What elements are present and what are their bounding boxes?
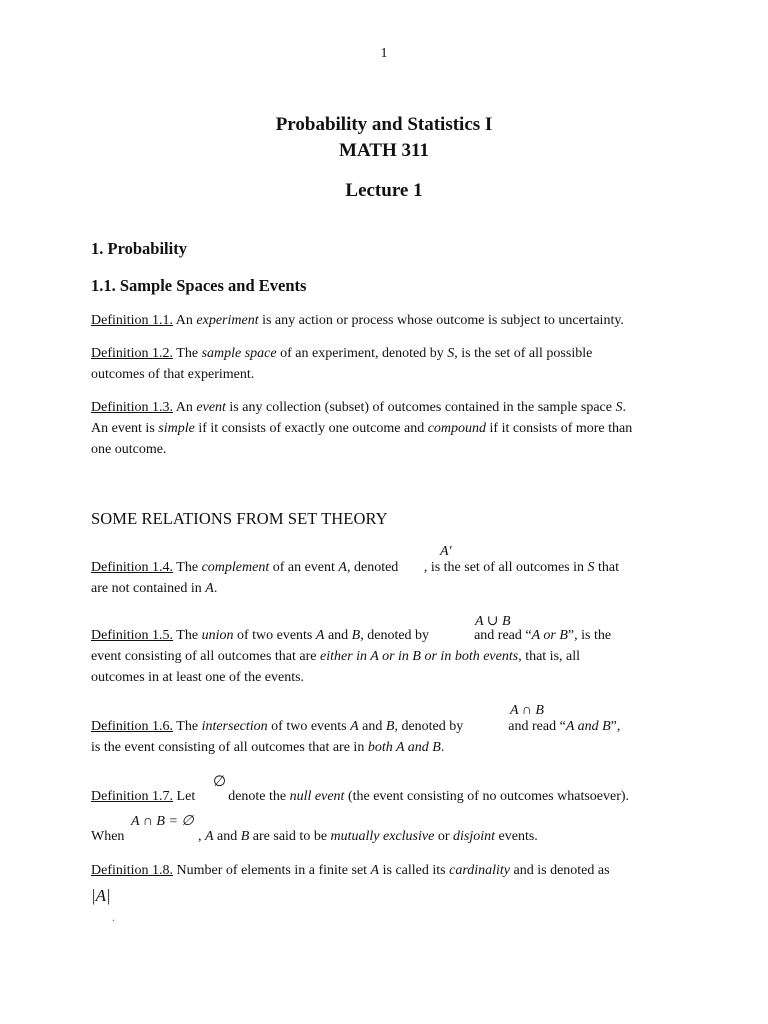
- lecture-title: Lecture 1: [345, 180, 423, 201]
- definition-text: that: [594, 560, 620, 575]
- definition-text: and: [358, 719, 386, 734]
- definition-term: null event: [289, 789, 345, 804]
- definition-text: and: [324, 628, 352, 643]
- definition-text: of an event: [269, 560, 339, 575]
- definition-1-2-continued: outcomes of that experiment.: [91, 367, 255, 382]
- definition-1-5-line3: outcomes in at least one of the events.: [91, 670, 305, 685]
- math-symbol: B: [385, 719, 395, 734]
- definition-text: The: [173, 719, 202, 734]
- math-symbol: A: [350, 719, 359, 734]
- definition-1-1: [91, 313, 624, 329]
- definition-term: sample space: [201, 346, 277, 361]
- definition-text: is called its: [379, 863, 450, 878]
- cardinality-notation: |A|: [91, 886, 111, 905]
- definition-label: Definition 1.7.: [91, 789, 174, 804]
- definition-text: ”,: [610, 719, 621, 734]
- definition-text: ”, is the: [567, 628, 612, 643]
- definition-text: When: [91, 829, 128, 844]
- math-symbol: A: [370, 863, 380, 878]
- definition-term: experiment: [196, 313, 259, 328]
- section-heading-set-theory: SOME RELATIONS FROM SET THEORY: [91, 509, 388, 528]
- definition-text: The: [173, 560, 202, 575]
- math-symbol: A: [315, 628, 325, 643]
- definition-text: and: [213, 829, 241, 844]
- definition-text: are not contained in: [91, 581, 206, 596]
- definition-text: The: [173, 628, 202, 643]
- definition-text: of two events: [233, 628, 316, 643]
- definition-label: Definition 1.3.: [91, 400, 174, 415]
- definition-text: Number of elements in a finite set: [173, 863, 371, 878]
- definition-term: disjoint: [453, 829, 496, 844]
- definition-term: simple: [158, 421, 195, 436]
- definition-term: union: [201, 628, 234, 643]
- definition-text: event consisting of all outcomes that are: [91, 649, 320, 664]
- definition-term: both A and B: [367, 740, 441, 755]
- math-symbol: S: [447, 346, 455, 361]
- definition-text: and read “: [504, 719, 566, 734]
- page-number: 1: [380, 46, 388, 61]
- course-title: Probability and Statistics I: [275, 114, 493, 135]
- definition-text: The: [173, 346, 202, 361]
- definition-text: is the event consisting of all outcomes that are in: [91, 740, 368, 755]
- definition-1-3-line2: [91, 421, 632, 437]
- definition-1-6-line2: [91, 740, 444, 756]
- definition-term: intersection: [201, 719, 268, 734]
- definition-text: (the event consisting of no outcomes whatsoever).: [344, 789, 630, 804]
- definition-text: or: [434, 829, 453, 844]
- definition-1-7-line2: [91, 829, 538, 845]
- definition-term: either in A or in B or in both events: [320, 649, 519, 664]
- definition-text: is any action or process whose outcome is subject to uncertainty.: [258, 313, 624, 328]
- null-set-symbol: ∅: [213, 774, 227, 790]
- definition-text: An: [173, 313, 197, 328]
- definition-1-8: [91, 863, 610, 879]
- definition-text: , is the set of all possible: [454, 346, 593, 361]
- definition-1-6: [91, 719, 620, 735]
- course-code: MATH 311: [339, 140, 429, 161]
- complement-notation: A′: [440, 544, 452, 559]
- math-symbol: S: [587, 560, 595, 575]
- trailing-period: .: [112, 910, 115, 924]
- definition-term: A or B: [531, 628, 568, 643]
- definition-1-4-line2: [91, 581, 217, 597]
- definition-text: if it consists of more than: [486, 421, 633, 436]
- math-symbol: A: [204, 829, 214, 844]
- definition-label: Definition 1.8.: [91, 863, 174, 878]
- definition-text: , that is, all: [518, 649, 581, 664]
- definition-label: Definition 1.5.: [91, 628, 174, 643]
- definition-text: is any collection (subset) of outcomes contained in the sample space: [225, 400, 616, 415]
- definition-text: .: [622, 400, 626, 415]
- definition-label: Definition 1.4.: [91, 560, 174, 575]
- definition-text: events.: [495, 829, 538, 844]
- definition-term: complement: [201, 560, 270, 575]
- definition-text: , is the set of all outcomes in: [423, 560, 588, 575]
- definition-label: Definition 1.6.: [91, 719, 174, 734]
- definition-text: denote the: [224, 789, 290, 804]
- definition-text: are said to be: [249, 829, 331, 844]
- definition-1-3-line3: one outcome.: [91, 442, 167, 457]
- definition-text: , denoted by: [360, 628, 433, 643]
- definition-text: , denoted by: [394, 719, 467, 734]
- definition-term: mutually exclusive: [330, 829, 435, 844]
- definition-text: An event is: [91, 421, 159, 436]
- definition-text: and read “: [470, 628, 532, 643]
- intersection-notation: A ∩ B: [510, 703, 544, 718]
- definition-1-5-line2: [91, 649, 580, 665]
- definition-1-3: [91, 400, 626, 416]
- section-heading-sample-spaces: 1.1. Sample Spaces and Events: [91, 276, 307, 295]
- definition-text: ,: [197, 829, 205, 844]
- definition-1-5: [91, 628, 611, 644]
- definition-text: , denoted: [346, 560, 402, 575]
- definition-1-4: [91, 560, 619, 576]
- definition-text: if it consists of exactly one outcome and: [194, 421, 428, 436]
- definition-text: of an experiment, denoted by: [276, 346, 448, 361]
- definition-1-2: [91, 346, 592, 362]
- definition-text: .: [213, 581, 218, 596]
- math-symbol: A: [338, 560, 347, 575]
- math-symbol: A: [205, 581, 214, 596]
- definition-term: compound: [427, 421, 487, 436]
- definition-label: Definition 1.1.: [91, 313, 174, 328]
- math-symbol: B: [240, 829, 250, 844]
- definition-text: and is denoted as: [510, 863, 610, 878]
- definition-term: A and B: [565, 719, 611, 734]
- disjoint-notation: A ∩ B = ∅: [131, 814, 194, 829]
- math-symbol: B: [351, 628, 361, 643]
- definition-text: An: [173, 400, 197, 415]
- definition-label: Definition 1.2.: [91, 346, 174, 361]
- definition-text: .: [440, 740, 445, 755]
- definition-term: event: [196, 400, 226, 415]
- math-symbol: S: [615, 400, 623, 415]
- definition-text: of two events: [267, 719, 351, 734]
- definition-text: Let: [173, 789, 199, 804]
- definition-1-7: [91, 789, 629, 805]
- definition-term: cardinality: [449, 863, 511, 878]
- union-notation: A ∪ B: [475, 614, 511, 629]
- section-heading-probability: 1. Probability: [91, 239, 187, 258]
